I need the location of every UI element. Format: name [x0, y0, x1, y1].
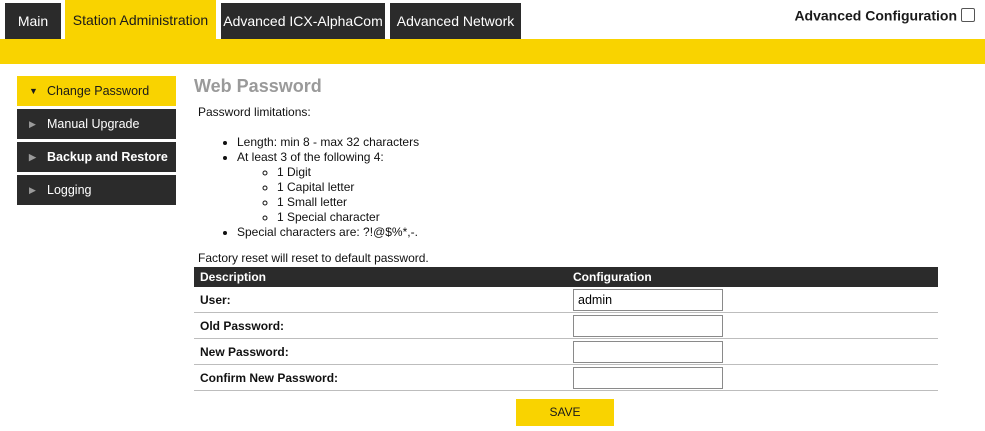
caret-down-icon: ▼ — [29, 86, 38, 96]
sub-limit-small: ◦ 1 Small letter — [277, 195, 938, 210]
row-value-cell — [567, 287, 938, 313]
row-value-cell — [567, 365, 938, 391]
tab-station-administration[interactable]: Station Administration — [65, 0, 216, 39]
table-row — [194, 339, 938, 365]
sidebar-item-label: Logging — [47, 183, 92, 197]
advanced-configuration-checkbox[interactable] — [961, 8, 975, 22]
header-accent-bar — [0, 39, 985, 64]
advanced-configuration-label: Advanced Configuration — [794, 7, 957, 24]
column-header-description: Description — [194, 267, 567, 287]
factory-reset-note: Factory reset will reset to default password. — [198, 251, 429, 265]
table-row — [194, 287, 938, 313]
main-content — [194, 74, 938, 391]
row-label-old-password: Old Password: — [194, 313, 567, 339]
caret-right-icon: ▶ — [29, 119, 36, 129]
save-button[interactable]: SAVE — [516, 399, 614, 426]
sidebar-item-manual-upgrade[interactable] — [17, 109, 176, 139]
confirm-new-password-input[interactable] — [573, 367, 723, 389]
row-value-cell — [567, 313, 938, 339]
row-value-cell — [567, 339, 938, 365]
tab-advanced-network[interactable]: Advanced Network — [390, 3, 521, 39]
limit-length: • Length: min 8 - max 32 characters — [237, 135, 938, 150]
table-header-row — [194, 267, 938, 287]
tab-main[interactable]: Main — [5, 3, 61, 39]
sidebar-item-label: Change Password — [47, 84, 150, 98]
limit-at-least-three — [237, 150, 938, 225]
caret-right-icon: ▶ — [29, 185, 36, 195]
limit-sub-list — [237, 165, 938, 225]
sub-limit-capital: ◦ 1 Capital letter — [277, 180, 938, 195]
limit-special-characters: • Special characters are: ?!@$%*,-. — [237, 225, 938, 240]
password-config-table — [194, 267, 938, 391]
sidebar — [17, 76, 176, 208]
sidebar-item-change-password[interactable] — [17, 76, 176, 106]
page-title: Web Password — [194, 76, 322, 96]
sidebar-item-label: Backup and Restore — [47, 150, 168, 164]
column-header-configuration: Configuration — [567, 267, 938, 287]
password-limitations-title: Password limitations: — [198, 105, 311, 119]
password-limitations-list — [194, 135, 938, 240]
new-password-input[interactable] — [573, 341, 723, 363]
row-label-user: User: — [194, 287, 567, 313]
sidebar-item-logging[interactable] — [17, 175, 176, 205]
table-row — [194, 313, 938, 339]
tab-advanced-icx-alphacom[interactable]: Advanced ICX-AlphaCom — [221, 3, 385, 39]
row-label-confirm-new-password: Confirm New Password: — [194, 365, 567, 391]
table-row — [194, 365, 938, 391]
sub-limit-digit: ◦ 1 Digit — [277, 165, 938, 180]
sub-limit-special: ◦ 1 Special character — [277, 210, 938, 225]
user-input[interactable] — [573, 289, 723, 311]
limit-at-least-three-text: At least 3 of the following 4: — [237, 150, 384, 164]
old-password-input[interactable] — [573, 315, 723, 337]
advanced-configuration-toggle[interactable] — [794, 6, 975, 23]
caret-right-icon: ▶ — [29, 152, 36, 162]
row-label-new-password: New Password: — [194, 339, 567, 365]
sidebar-item-backup-and-restore[interactable] — [17, 142, 176, 172]
sidebar-item-label: Manual Upgrade — [47, 117, 140, 131]
